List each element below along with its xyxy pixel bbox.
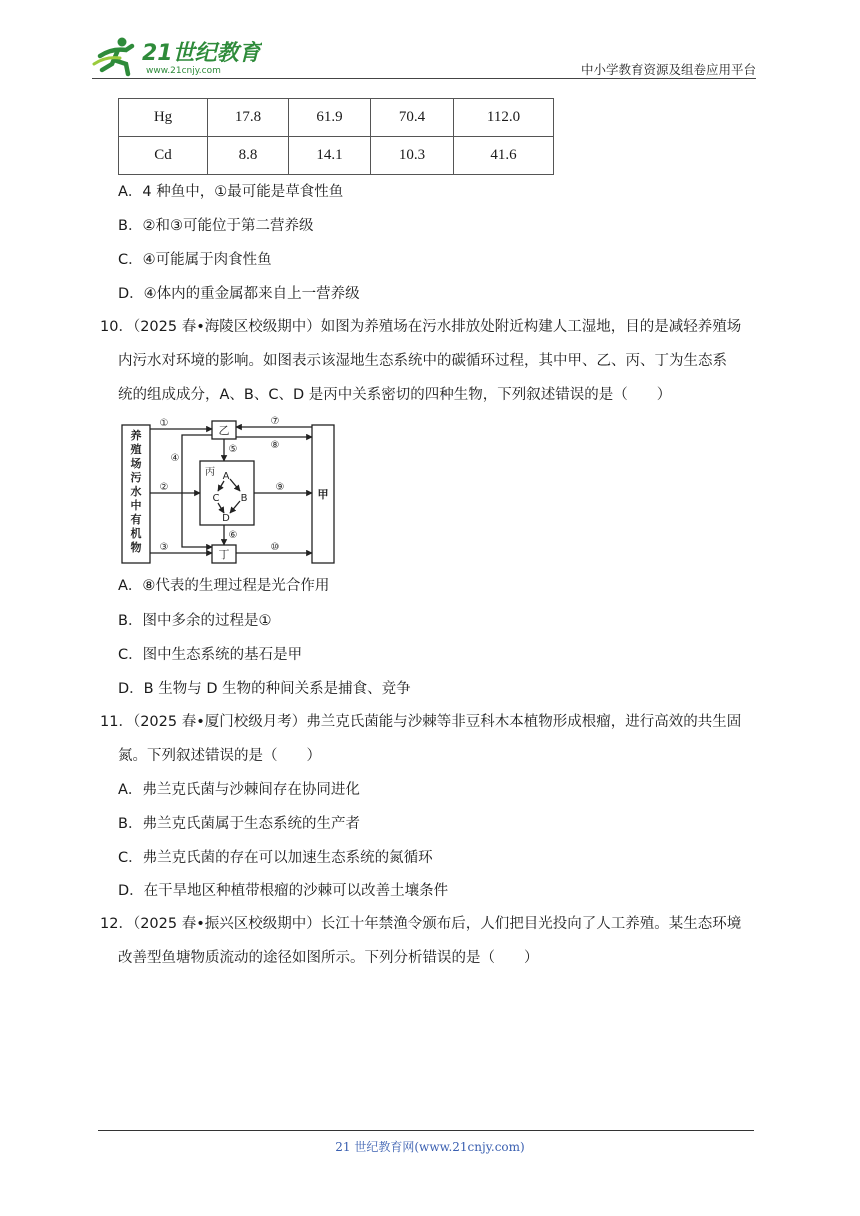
arrow-label-7: ⑦ bbox=[270, 416, 280, 427]
source-label-char: 污 bbox=[130, 471, 142, 484]
source-label-char: 殖 bbox=[130, 443, 142, 456]
carbon-cycle-diagram bbox=[120, 415, 338, 567]
arrow-label-6: ⑥ bbox=[228, 530, 238, 541]
page-header bbox=[92, 34, 756, 80]
source-label-char: 中 bbox=[130, 499, 142, 512]
organism-d: D bbox=[222, 513, 230, 524]
bing-label: 丙 bbox=[205, 467, 215, 478]
organism-a: A bbox=[222, 471, 230, 482]
source-label-char: 物 bbox=[130, 541, 142, 554]
table-cell: 70.4 bbox=[371, 99, 454, 137]
table-cell: 14.1 bbox=[289, 137, 371, 175]
arrow-label-3: ③ bbox=[159, 542, 169, 553]
table-cell: Cd bbox=[119, 137, 208, 175]
arrow-label-4: ④ bbox=[170, 453, 180, 464]
table-cell: 10.3 bbox=[371, 137, 454, 175]
header-divider bbox=[92, 78, 756, 79]
arrow-label-1: ① bbox=[159, 418, 169, 429]
organism-b: B bbox=[240, 493, 248, 504]
table-cell: 41.6 bbox=[454, 137, 554, 175]
source-label-char: 有 bbox=[130, 513, 142, 526]
table-cell: 112.0 bbox=[454, 99, 554, 137]
footer-divider bbox=[98, 1130, 754, 1131]
table-row bbox=[119, 137, 554, 175]
arrow-label-10: ⑩ bbox=[270, 542, 280, 553]
q10-stem-line2: 内污水对环境的影响。如图表示该湿地生态系统中的碳循环过程，其中甲、乙、丙、丁为生态系 bbox=[118, 353, 727, 369]
q10-stem-line3: 统的组成成分，A、B、C、D 是丙中关系密切的四种生物，下列叙述错误的是（ ） bbox=[118, 387, 672, 403]
q9-option-d: D．④体内的重金属都来自上一营养级 bbox=[118, 286, 360, 302]
q11-option-c: C．弗兰克氏菌的存在可以加速生态系统的氮循环 bbox=[118, 850, 433, 866]
footer-text: 21 世纪教育网(www.21cnjy.com) bbox=[335, 1140, 525, 1154]
q10-option-b: B．图中多余的过程是① bbox=[118, 613, 272, 629]
source-label-char: 场 bbox=[130, 457, 142, 470]
platform-name: 中小学教育资源及组卷应用平台 bbox=[580, 62, 756, 77]
table-cell: 61.9 bbox=[289, 99, 371, 137]
q11-stem-line1: 11．（2025 春•厦门校级月考）弗兰克氏菌能与沙棘等非豆科木本植物形成根瘤，进行高效的共生固 bbox=[100, 714, 742, 730]
source-label-char: 水 bbox=[130, 485, 142, 498]
site-logo bbox=[92, 34, 262, 78]
q11-option-a: A．弗兰克氏菌与沙棘间存在协同进化 bbox=[118, 782, 360, 798]
q12-stem-line1: 12．（2025 春•振兴区校级期中）长江十年禁渔令颁布后，人们把目光投向了人工养殖。某生态环境 bbox=[100, 916, 742, 932]
q10-option-c: C．图中生态系统的基石是甲 bbox=[118, 647, 303, 663]
logo-title: 21世纪教育 bbox=[142, 41, 261, 66]
jia-label: 甲 bbox=[317, 488, 329, 501]
table-cell: Hg bbox=[119, 99, 208, 137]
q11-option-d: D．在干旱地区种植带根瘤的沙棘可以改善土壤条件 bbox=[118, 883, 449, 899]
arrow-label-8: ⑧ bbox=[270, 440, 280, 451]
heavy-metal-table bbox=[118, 98, 554, 175]
runner-logo-icon bbox=[94, 38, 132, 75]
organism-c: C bbox=[212, 493, 220, 504]
table-row bbox=[119, 99, 554, 137]
q9-option-a: A．4 种鱼中，①最可能是草食性鱼 bbox=[118, 184, 344, 200]
q12-stem-line2: 改善型鱼塘物质流动的途径如图所示。下列分析错误的是（ ） bbox=[118, 950, 539, 966]
source-label-char: 机 bbox=[130, 527, 142, 540]
table-cell: 17.8 bbox=[208, 99, 289, 137]
q9-option-b: B．②和③可能位于第二营养级 bbox=[118, 218, 314, 234]
arrow-label-9: ⑨ bbox=[275, 482, 285, 493]
q11-option-b: B．弗兰克氏菌属于生态系统的生产者 bbox=[118, 816, 360, 832]
q9-option-c: C．④可能属于肉食性鱼 bbox=[118, 252, 272, 268]
q11-stem-line2: 氮。下列叙述错误的是（ ） bbox=[118, 748, 321, 764]
q10-option-d: D．B 生物与 D 生物的种间关系是捕食、竞争 bbox=[118, 681, 411, 697]
ding-label: 丁 bbox=[218, 548, 230, 561]
logo-url: www.21cnjy.com bbox=[146, 66, 221, 76]
yi-label: 乙 bbox=[218, 424, 230, 437]
table-cell: 8.8 bbox=[208, 137, 289, 175]
q10-option-a: A．⑧代表的生理过程是光合作用 bbox=[118, 578, 330, 594]
source-label-char: 养 bbox=[130, 429, 142, 442]
q10-stem-line1: 10．（2025 春•海陵区校级期中）如图为养殖场在污水排放处附近构建人工湿地，目的是减轻养殖场 bbox=[100, 319, 742, 335]
arrow-label-5: ⑤ bbox=[228, 444, 238, 455]
arrow-label-2: ② bbox=[159, 482, 169, 493]
